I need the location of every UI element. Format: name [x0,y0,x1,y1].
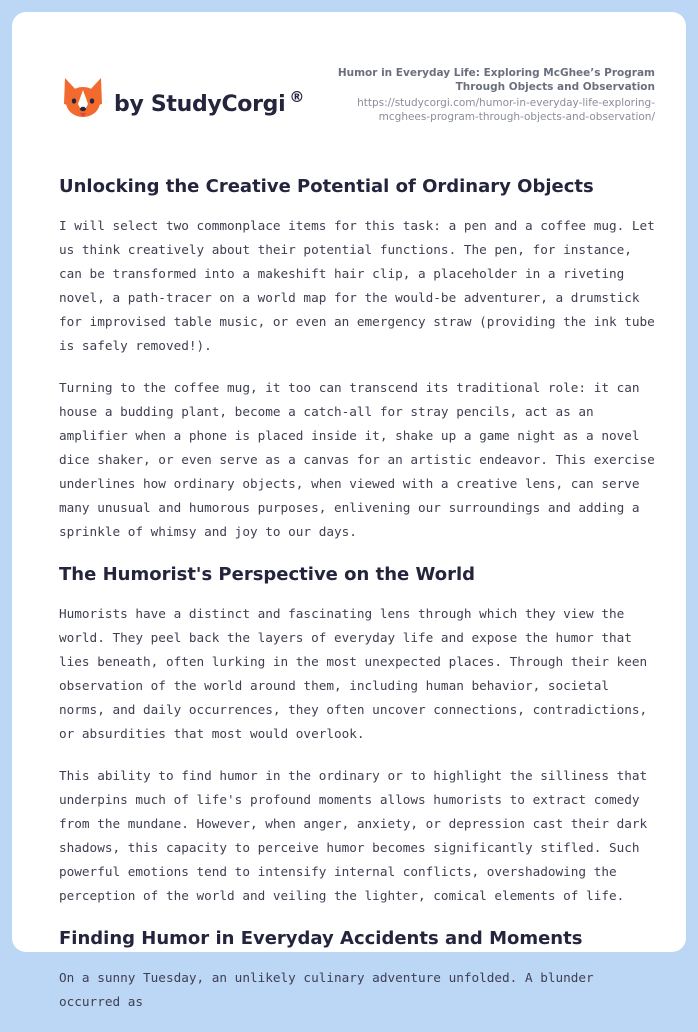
paragraph: Humorists have a distinct and fascinating lens through which they view the world. They peel back the layers of everyday life and expose the humor that lies beneath, often lurking in the most unexpected places. Through their keen observation of the world around them, including human behavior, societal norms, and daily occurrences, they often uncover connections, contradictions, or absurdities that most would overlook. [59,606,648,741]
document-meta [325,66,655,124]
article-body [59,174,655,1032]
section-heading: Unlocking the Creative Potential of Ordinary Objects [59,176,594,197]
registered-mark: ® [289,87,305,106]
section-heading: Finding Humor in Everyday Accidents and Moments [59,928,583,949]
logo-text: by StudyCorgi ® [114,87,305,117]
paragraph: On a sunny Tuesday, an unlikely culinary adventure unfolded. A blunder occurred as [59,970,594,1009]
document-url[interactable]: https://studycorgi.com/humor-in-everyday-life-exploring-mcghees-program-through-objects-and-observation/ [357,97,655,123]
paragraph: This ability to find humor in the ordinary or to highlight the silliness that underpins much of life's profound moments allows humorists to extract comedy from the mundane. However, when anger, anxiety, or depression cast their dark shadows, this capacity to perceive humor becomes significantly stifled. Such powerful emotions tend to intensify internal conflicts, overshadowing the perception of the world and veiling the lighter, comical elements of life. [59,768,648,903]
section-heading: The Humorist's Perspective on the World [59,564,476,585]
corgi-icon [60,76,106,122]
paragraph: I will select two commonplace items for this task: a pen and a coffee mug. Let us think creatively about their potential functions. The pen, for instance, can be transformed into a makeshift hair clip, a placeholder in a riveting novel, a path-tracer on a world map for the would-be adventurer, a drumstick for improvised table music, or even an emergency straw (providing the ink tube is safely removed!). [59,218,655,353]
studycorgi-logo[interactable] [60,76,304,122]
paragraph: Turning to the coffee mug, it too can transcend its traditional role: it can house a budding plant, become a catch-all for stray pencils, act as an amplifier when a phone is placed inside it, shake up a game night as a novel dice shaker, or even serve as a canvas for an artistic endeavor. This exercise underlines how ordinary objects, when viewed with a creative lens, can serve many unusual and humorous purposes, enlivening our surroundings and adding a sprinkle of whimsy and joy to our days. [59,380,655,539]
document-page [12,12,686,1009]
document-title: Humor in Everyday Life: Exploring McGhee’s Program Through Objects and Observation [337,67,655,93]
